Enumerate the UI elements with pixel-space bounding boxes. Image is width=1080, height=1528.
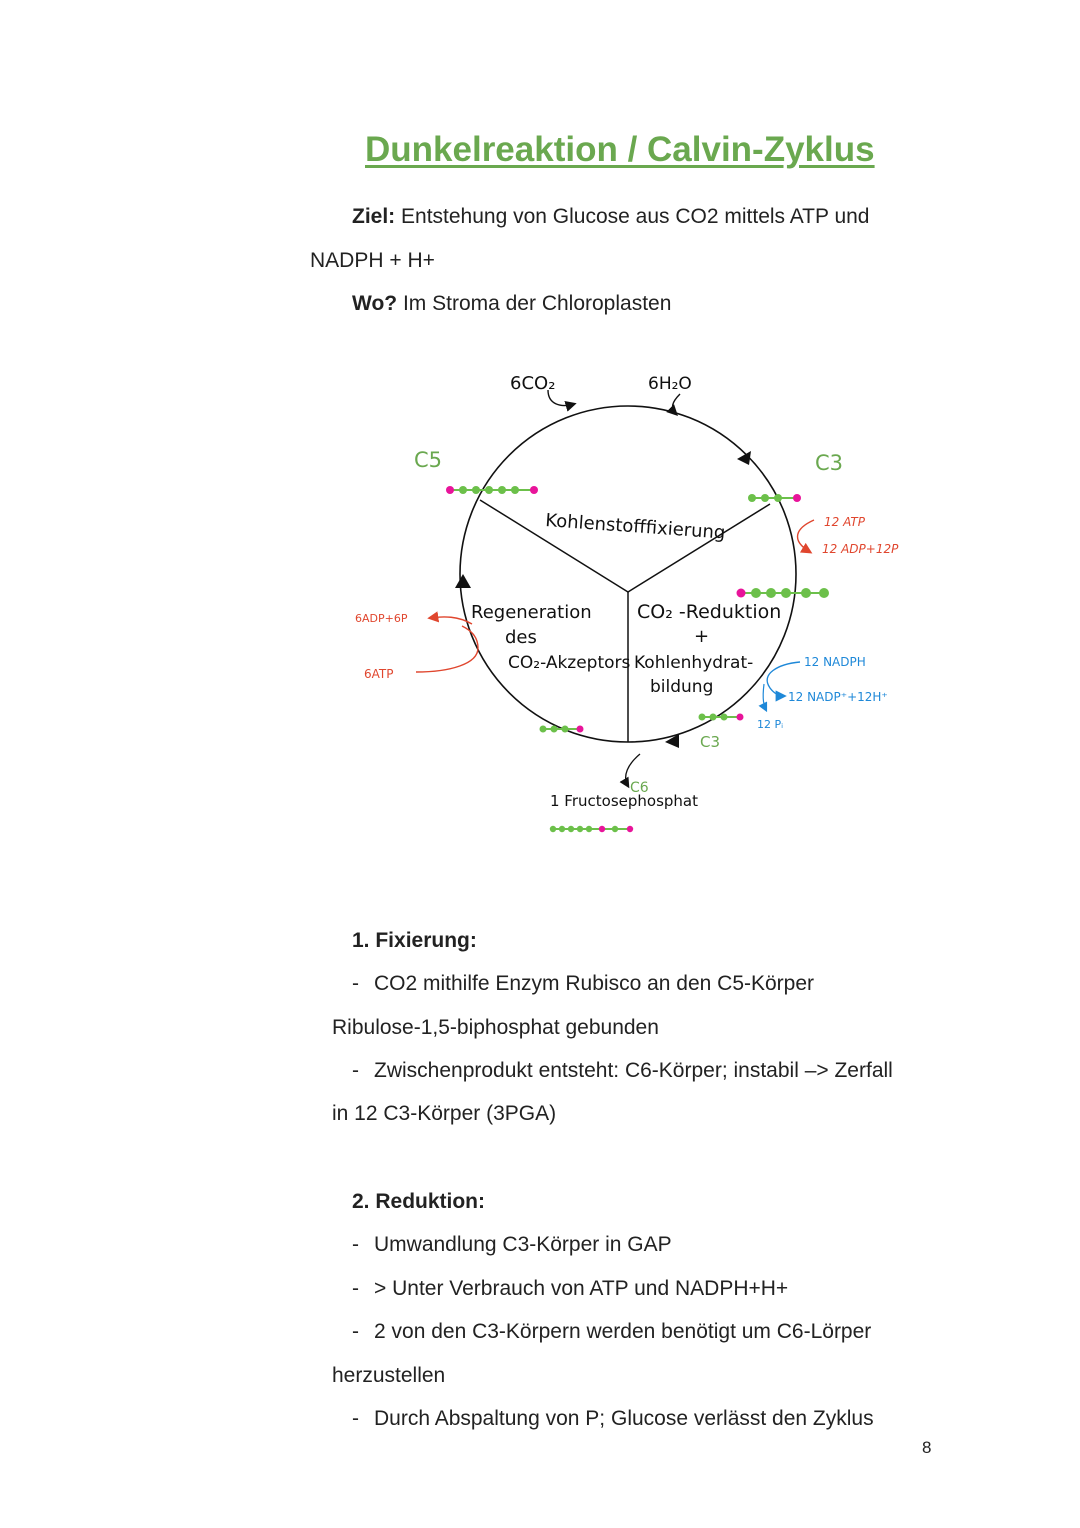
regen-label-2: des xyxy=(505,627,537,648)
fructose-label: 1 Fructosephosphat xyxy=(550,792,698,810)
location-label: Wo? xyxy=(352,292,398,315)
c3-bottom-label: C3 xyxy=(700,733,721,751)
section2-bullet-3-cont: herzustellen xyxy=(332,1364,446,1387)
c5-label: C5 xyxy=(414,448,443,472)
section2-bullet-4: - Durch Abspaltung von P; Glucose verlässt den Zyklus xyxy=(352,1407,874,1430)
goal-continuation: NADPH + H+ xyxy=(310,249,435,272)
section1-bullet-1-cont: Ribulose-1,5-biphosphat gebunden xyxy=(332,1016,659,1039)
h2o-output-arrow xyxy=(673,394,680,414)
regen-label-3: CO₂-Akzeptors xyxy=(508,653,631,673)
section1-bullet-1: - CO2 mithilfe Enzym Rubisco an den C5-Körper xyxy=(352,972,815,995)
reduction-label-4: bildung xyxy=(650,677,714,697)
nadph-in-label: 12 NADPH xyxy=(804,655,866,669)
regen-atp-label: 6ATP xyxy=(364,667,394,681)
section2-bullet-2: - > Unter Verbrauch von ATP und NADPH+H+ xyxy=(352,1277,789,1300)
h2o-label: 6H₂O xyxy=(648,374,692,394)
regen-atp-arrow xyxy=(416,626,478,672)
c6-label: C6 xyxy=(630,780,649,796)
page-title: Dunkelreaktion / Calvin-Zyklus xyxy=(365,130,875,169)
fructose-bead-chain xyxy=(550,826,633,832)
section2-heading: 2. Reduktion: xyxy=(352,1190,486,1213)
goal-text: Entstehung von Glucose aus CO2 mittels ATP und xyxy=(395,205,870,228)
atp-out-label: 12 ADP+12P xyxy=(822,542,899,556)
atp-arrow xyxy=(798,520,814,552)
c3-bead-chain-top xyxy=(748,494,801,502)
section1-bullet-2-cont: in 12 C3-Körper (3PGA) xyxy=(332,1102,557,1125)
pi-arrow xyxy=(763,684,766,710)
c3-bead-chain-phosphorylated xyxy=(737,588,830,598)
cycle-arrow-left xyxy=(455,574,471,588)
location-text: Im Stroma der Chloroplasten xyxy=(397,292,672,315)
section1-heading: 1. Fixierung: xyxy=(352,929,477,952)
c3-bead-chain-regen xyxy=(540,726,584,733)
co2-label: 6CO₂ xyxy=(510,373,556,394)
page-number: 8 xyxy=(922,1438,932,1457)
c5-bead-chain xyxy=(446,486,538,494)
regen-adp-label: 6ADP+6P xyxy=(355,612,408,625)
fixation-label: Kohlenstofffixierung xyxy=(544,510,727,544)
section1-bullet-2: - Zwischenprodukt entsteht: C6-Körper; instabil –> Zerfall xyxy=(352,1059,893,1082)
reduction-label-2: + xyxy=(694,626,710,647)
pi-label: 12 Pᵢ xyxy=(757,718,784,731)
c3-top-label: C3 xyxy=(815,451,844,475)
goal-label: Ziel: xyxy=(352,205,396,228)
regen-label-1: Regeneration xyxy=(471,602,592,623)
nadph-out-label: 12 NADP⁺+12H⁺ xyxy=(788,690,888,704)
reduction-label-1: CO₂ -Reduktion xyxy=(637,601,782,623)
atp-in-label: 12 ATP xyxy=(824,515,865,529)
section2-bullet-3: - 2 von den C3-Körpern werden benötigt um C6-Lörper xyxy=(352,1320,872,1343)
reduction-label-3: Kohlenhydrat- xyxy=(634,653,754,673)
section2-bullet-1: - Umwandlung C3-Körper in GAP xyxy=(352,1233,672,1256)
